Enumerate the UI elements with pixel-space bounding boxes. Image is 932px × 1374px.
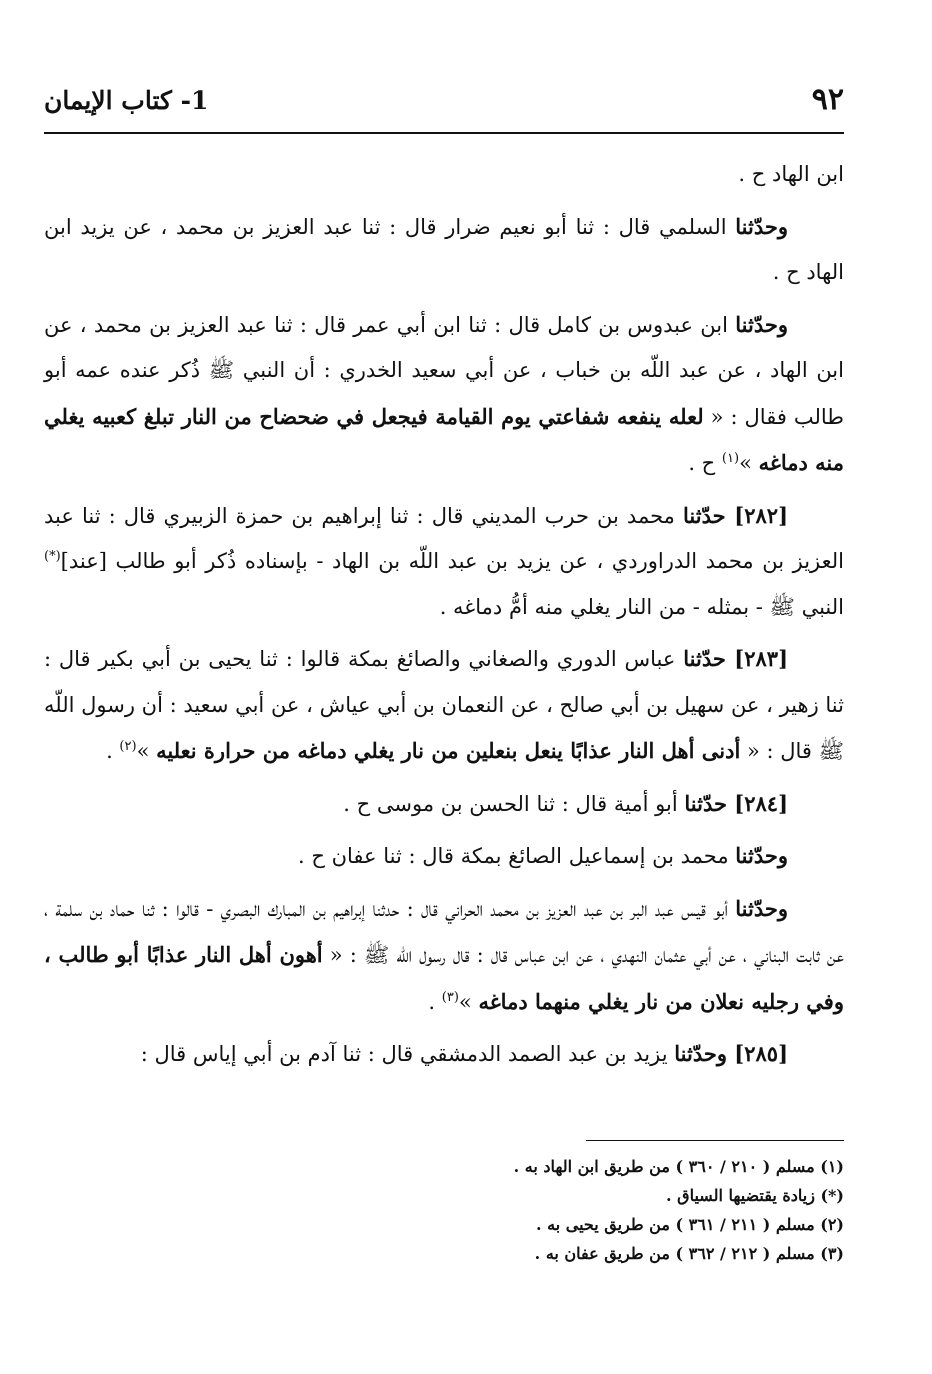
bold-text: أهون أهل النار عذابًا أبو طالب ، وفي رجليه نعلان من نار يغلي منهما دماغه (44, 942, 844, 1014)
footnote: (٢) مسلم ( ٢١١ / ٣٦١ ) من طريق يحيى به . (535, 1215, 844, 1234)
page-header (44, 82, 844, 134)
footnote-marker: (*) (44, 549, 61, 564)
paragraph (44, 204, 844, 296)
footnote-marker: (١) (721, 451, 740, 466)
footnote-marker: (٣) (441, 989, 459, 1005)
paragraph (44, 302, 844, 487)
text-run: ابن الهاد ح . (738, 162, 844, 186)
bold-text: [٢٨٢] حدّثنا (682, 502, 788, 528)
footnote-marker: (٢) (119, 739, 137, 754)
text-run: عباس الدوري والصغاني والصائغ بمكة قالوا : ثنا يحيى بن أبي بكير قال : ثنا زهير ، عن سهيل بن أبي صالح ، عن النعمان بن أبي عياش ، عن أبي سعيد : أن رسول اللّه ﷺ قال : « (44, 647, 844, 763)
footnote: (٣) مسلم ( ٢١٢ / ٣٦٢ ) من طريق عفان به . (534, 1244, 844, 1263)
text-run: يزيد بن عبد الصمد الدمشقي قال : ثنا آدم بن أبي إياس قال : (140, 1042, 675, 1066)
paragraph (44, 886, 844, 1026)
bold-text: [٢٨٤] حدّثنا (684, 790, 788, 816)
main-text (44, 152, 844, 1084)
bold-text: [٢٨٥] وحدّثنا (674, 1041, 788, 1066)
bold-text: وحدّثنا (735, 213, 788, 239)
text-run: . (428, 989, 442, 1014)
text-run: » (739, 451, 759, 475)
text-run: » (458, 989, 479, 1014)
text-run: » (136, 739, 157, 763)
text-run: محمد بن حرب المديني قال : ثنا إبراهيم بن حمزة الزبيري قال : ثنا عبد العزيز بن محمد الدراوردي ، عن يزيد بن عبد اللّه بن الهاد - بإسناده ذُكر أبو طالب [عند] (44, 503, 844, 573)
paragraph (44, 636, 844, 775)
bold-text: وحدّثنا (735, 895, 788, 921)
page-number: ٩٢ (811, 82, 844, 117)
paragraph (44, 833, 844, 880)
bold-text: لعله ينفعه شفاعتي يوم القيامة فيجعل في ضحضاح من النار تبلغ كعبيه يغلي منه دماغه (44, 403, 844, 475)
text-run: أبو أمية قال : ثنا الحسن بن موسى ح . (343, 791, 685, 816)
text-run: أبو قيس عبد البر بن عبد العزيز بن محمد الحراني قال : حدثنا إبراهيم بن المبارك البصري - قالوا : ثنا حماد بن سلمة ، عن ثابت البناني ، عن أبي عثمان النهدي ، عن ابن عباس قال : قال رسول اللّه ﷺ : « (44, 896, 844, 967)
text-run: ح . (688, 451, 722, 475)
text-run: ابن عبدوس بن كامل قال : ثنا ابن أبي عمر قال : ثنا عبد العزيز بن محمد ، عن ابن الهاد ، عن عبد اللّه بن خباب ، عن أبي سعيد الخدري : أن النبي ﷺ ذُكر عنده عمه أبو طالب فقال : « (44, 312, 844, 429)
paragraph (44, 781, 844, 828)
footnote: (١) مسلم ( ٢١٠ / ٣٦٠ ) من طريق ابن الهاد به . (513, 1157, 844, 1176)
paragraph (44, 493, 844, 631)
text-run: السلمي قال : ثنا أبو نعيم ضرار قال : ثنا عبد العزيز بن محمد ، عن يزيد ابن الهاد ح . (44, 214, 844, 284)
text-run: . (106, 739, 120, 763)
bold-text: [٢٨٣] حدّثنا (683, 646, 788, 671)
footnote: (*) زيادة يقتضيها السياق . (666, 1186, 844, 1205)
bold-text: وحدّثنا (735, 843, 788, 868)
text-run: النبي ﷺ - بمثله - من النار يغلي منه أمُّ دماغه . (439, 594, 844, 619)
bold-text: وحدّثنا (735, 311, 788, 337)
text-run: محمد بن إسماعيل الصائغ بمكة قال : ثنا عفان ح . (298, 844, 736, 868)
paragraph (44, 1031, 844, 1078)
footnotes (44, 1152, 844, 1268)
paragraph (44, 152, 844, 198)
chapter-title: 1- كتاب الإيمان (44, 86, 209, 115)
bold-text: أدنى أهل النار عذابًا ينعل بنعلين من نار يغلي دماغه من حرارة نعليه (156, 738, 741, 763)
footnote-separator (586, 1140, 844, 1141)
